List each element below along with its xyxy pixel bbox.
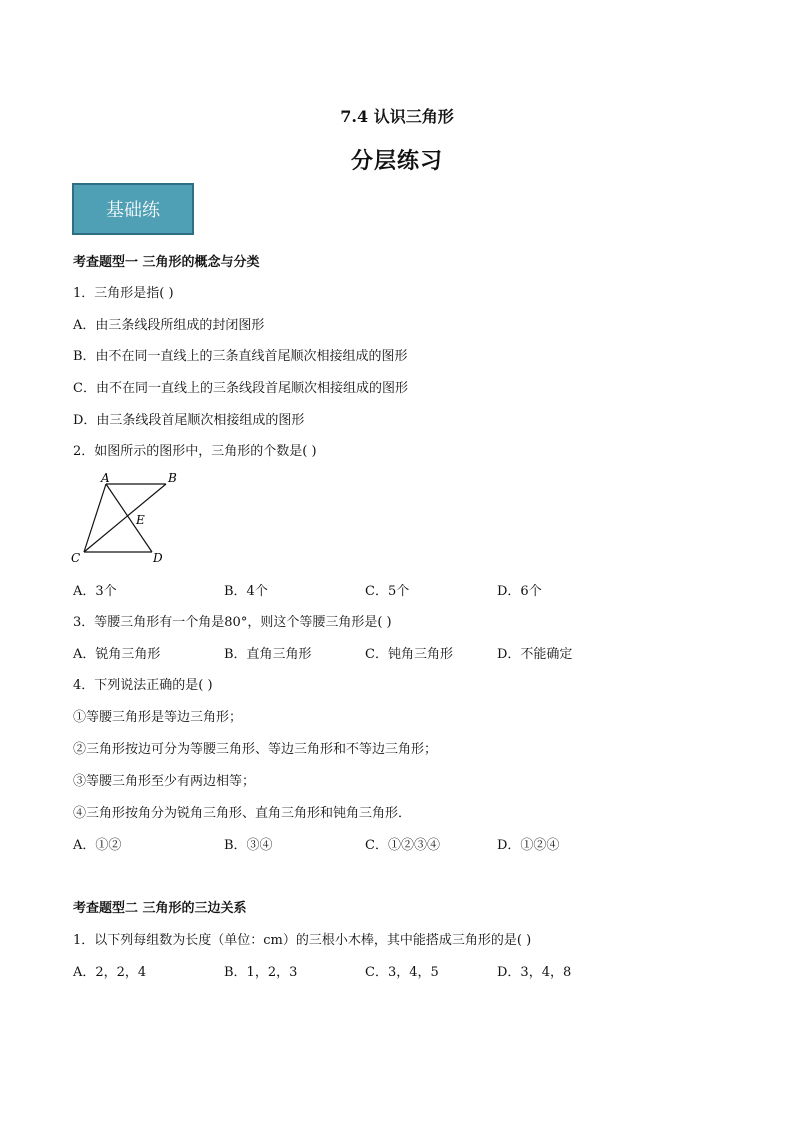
segment-ad: [106, 484, 152, 552]
q4-stem: 4．下列说法正确的是( ): [73, 678, 213, 693]
q2-option-b: B．4个: [224, 584, 268, 599]
q4-option-a: A．①②: [73, 838, 122, 853]
q1-option-a: A．由三条线段所组成的封闭图形: [73, 318, 265, 333]
q1-stem: 1．三角形是指( ): [73, 286, 174, 301]
q1-option-d: D．由三条线段首尾顺次相接组成的图形: [73, 413, 305, 428]
s2-q1-option-b: B．1，2，3: [224, 965, 298, 980]
q4-option-b: B．③④: [224, 838, 273, 853]
q3-option-a: A．锐角三角形: [73, 647, 161, 662]
q4-option-c: C．①②③④: [365, 838, 440, 853]
q3-stem: 3．等腰三角形有一个角是80°，则这个等腰三角形是( ): [73, 615, 392, 630]
page-subtitle: 分层练习: [350, 148, 443, 174]
q3-option-c: C．钝角三角形: [365, 647, 453, 662]
q4-option-d: D．①②④: [497, 838, 560, 853]
q1-option-c: C．由不在同一直线上的三条线段首尾顺次相接组成的图形: [73, 381, 408, 396]
s2-q1-option-d: D．3，4，8: [497, 965, 572, 980]
q2-option-a: A．3个: [73, 584, 117, 599]
q2-option-c: C．5个: [365, 584, 410, 599]
page-title: 7.4 认识三角形: [340, 107, 454, 126]
s2-q1-option-c: C．3，4，5: [365, 965, 439, 980]
s2-q1-option-a: A．2，2，4: [73, 965, 147, 980]
figure-label-a: A: [101, 471, 110, 485]
q3-option-b: B．直角三角形: [224, 647, 312, 662]
q4-statement-2: ②三角形按边可分为等腰三角形、等边三角形和不等边三角形；: [73, 742, 438, 757]
q2-option-d: D．6个: [497, 584, 542, 599]
s2-q1-stem: 1．以下列每组数为长度（单位：cm）的三根小木棒，其中能搭成三角形的是( ): [73, 933, 532, 948]
figure-label-c: C: [71, 551, 81, 565]
banner-label: 基础练: [106, 200, 160, 221]
segment-ac: [84, 484, 106, 552]
segment-bc: [84, 484, 166, 552]
figure-label-d: D: [153, 551, 163, 565]
q4-statement-1: ①等腰三角形是等边三角形；: [73, 710, 243, 725]
figure-label-b: B: [168, 471, 177, 485]
q1-option-b: B．由不在同一直线上的三条直线首尾顺次相接组成的图形: [73, 349, 408, 364]
section-banner: [72, 183, 194, 235]
q3-option-d: D．不能确定: [497, 647, 573, 662]
section1-heading: 考查题型一 三角形的概念与分类: [73, 255, 260, 270]
q2-figure: [66, 468, 186, 568]
q4-statement-4: ④三角形按角分为锐角三角形、直角三角形和钝角三角形．: [73, 806, 412, 821]
q2-stem: 2．如图所示的图形中，三角形的个数是( ): [73, 444, 317, 459]
section2-heading: 考查题型二 三角形的三边关系: [73, 901, 247, 916]
figure-label-e: E: [136, 513, 145, 527]
q4-statement-3: ③等腰三角形至少有两边相等；: [73, 774, 256, 789]
